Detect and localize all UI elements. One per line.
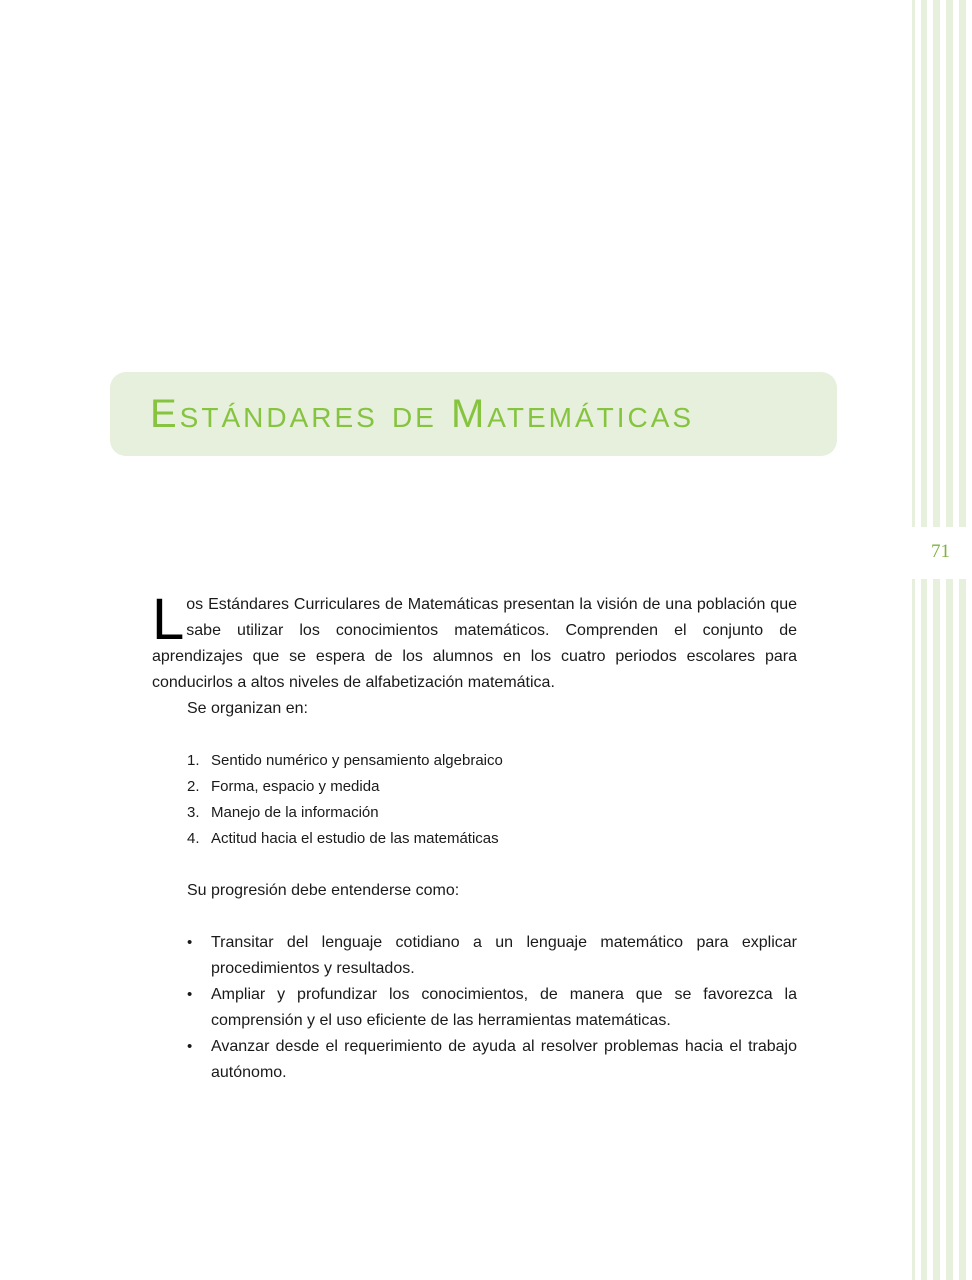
list-item [152,982,797,1034]
stripe [946,0,953,1280]
list-item-text: Transitar del lenguaje cotidiano a un lenguaje matemático para explicar procedimientos y resultados. [211,934,797,977]
stripe [959,0,966,1280]
list-item [152,930,797,982]
list-item [152,1034,797,1086]
progression-heading: Su progresión debe entenderse como: [187,882,460,899]
organize-heading: Se organizan en: [187,700,308,717]
list-item [152,826,797,852]
list-item-text: Actitud hacia el estudio de las matemáticas [211,830,499,847]
list-item [152,748,797,774]
stripe [933,0,940,1280]
bullet-icon: • [187,1038,193,1055]
list-item [152,800,797,826]
stripe [921,0,927,1280]
bullet-icon: • [187,986,193,1003]
list-number: 2. [187,778,200,795]
main-content [152,587,797,1086]
list-number: 1. [187,752,200,769]
list-item-text: Sentido numérico y pensamiento algebraico [211,752,503,769]
page-number: 71 [931,541,950,562]
intro-text: os Estándares Curriculares de Matemáticas presentan la visión de una población que sabe utilizar los conocimientos matemáticos. Comprenden el conjunto de aprendizajes que se espera de los alumnos en los cuatro periodos escolares para conducirlos a altos niveles de alfabetización matemática. [152,596,797,691]
list-number: 3. [187,804,200,821]
list-item-text: Manejo de la información [211,804,379,821]
stripe [912,0,915,1280]
list-item-text: Ampliar y profundizar los conocimientos, de manera que se favorezca la comprensión y el uso eficiente de las herramientas matemáticas. [211,986,797,1029]
bullet-list [152,930,797,1086]
list-item-text: Avanzar desde el requerimiento de ayuda al resolver problemas hacia el trabajo autónomo. [211,1038,797,1081]
decorative-side-stripes [912,0,972,1280]
bullet-icon: • [187,934,193,951]
numbered-list [152,748,797,852]
list-item [152,774,797,800]
list-number: 4. [187,830,200,847]
drop-cap: L [152,587,185,652]
intro-paragraph [152,587,797,696]
title-banner [110,372,837,456]
list-item-text: Forma, espacio y medida [211,778,380,795]
page-title: Estándares de Matemáticas [150,392,695,436]
